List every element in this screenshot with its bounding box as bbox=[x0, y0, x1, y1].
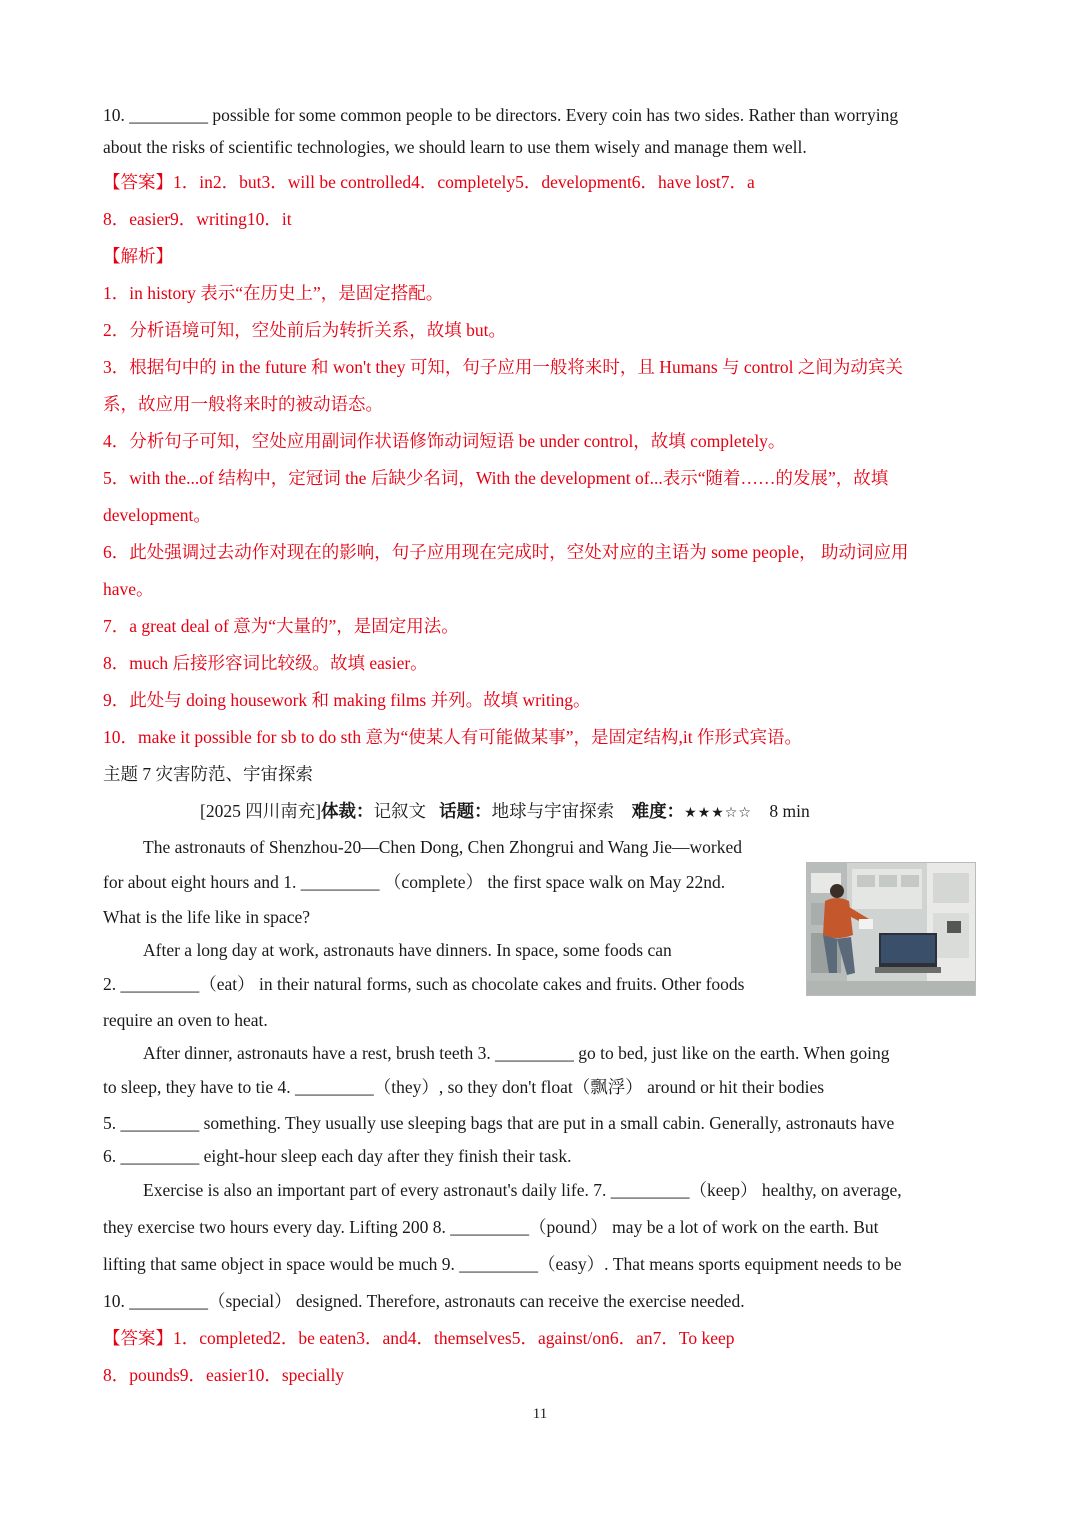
analysis-item-8: 8．much 后接形容词比较级。故填 easier。 bbox=[103, 653, 428, 673]
analysis-item-4: 4．分析句子可知，空处应用副词作状语修饰动词短语 be under control，故填 completely。 bbox=[103, 431, 786, 451]
analysis-item-9: 9．此处与 doing housework 和 making films 并列。故填 writing。 bbox=[103, 690, 591, 710]
page-number: 11 bbox=[532, 1406, 548, 1422]
analysis-item-6-cont: have。 bbox=[103, 579, 154, 599]
passage-line-9: 5. _________ something. They usually use sleeping bags that are put in a small cabin. Generally, astronauts have bbox=[103, 1113, 895, 1133]
question-10-line: 10. _________ possible for some common people to be directors. Every coin has two sides. Rather than worrying bbox=[103, 105, 899, 125]
passage-line-8: to sleep, they have to tie 4. _________（they）, so they don't float（飘浮） around or hit their bodies bbox=[103, 1077, 825, 1097]
analysis-item-3: 3．根据句中的 in the future 和 won't they 可知，句子应用一般将来时，且 Humans 与 control 之间为动宾关 bbox=[103, 357, 903, 377]
passage-line-6: require an oven to heat. bbox=[103, 1010, 268, 1030]
passage-line-10: 6. _________ eight-hour sleep each day after they finish their task. bbox=[103, 1146, 572, 1166]
space-station-photo bbox=[806, 862, 976, 996]
passage-line-4: After a long day at work, astronauts have dinners. In space, some foods can bbox=[143, 940, 672, 960]
analysis-item-1: 1．in history 表示“在历史上”，是固定搭配。 bbox=[103, 283, 444, 303]
difficulty-stars-icon: ★★★☆☆ bbox=[684, 805, 752, 821]
meta-source: [2025 四川南充] bbox=[200, 801, 322, 821]
analysis-item-2: 2．分析语境可知，空处前后为转折关系，故填 but。 bbox=[103, 320, 506, 340]
analysis-item-5-cont: development。 bbox=[103, 505, 211, 525]
passage-line-11: Exercise is also an important part of every astronaut's daily life. 7. _________（keep） healthy, on average, bbox=[143, 1180, 902, 1200]
meta-genre: 记叙文 bbox=[373, 801, 427, 821]
analysis-item-7: 7．a great deal of 意为“大量的”，是固定用法。 bbox=[103, 616, 459, 636]
analysis-item-6: 6．此处强调过去动作对现在的影响，句子应用现在完成时，空处对应的主语为 some people， 助动词应用 bbox=[103, 542, 909, 562]
analysis-item-5: 5．with the...of 结构中，定冠词 the 后缺少名词，With the development of...表示“随着……的发展”，故填 bbox=[103, 468, 889, 488]
answer-key-line-1: 【答案】1．in2．but3．will be controlled4．completely5．development6．have lost7．a bbox=[103, 172, 755, 192]
passage-line-2: for about eight hours and 1. _________ （complete） the first space walk on May 22nd. bbox=[103, 872, 726, 892]
passage-line-12: they exercise two hours every day. Lifting 200 8. _________（pound） may be a lot of work on the earth. But bbox=[103, 1217, 879, 1237]
passage-line-5: 2. _________（eat） in their natural forms, such as chocolate cakes and fruits. Other foods bbox=[103, 974, 745, 994]
meta-difficulty-label: 难度： bbox=[631, 801, 685, 821]
passage-line-7: After dinner, astronauts have a rest, brush teeth 3. _________ go to bed, just like on the earth. When going bbox=[143, 1043, 890, 1063]
analysis-item-3-cont: 系，故应用一般将来时的被动语态。 bbox=[103, 394, 383, 414]
passage-line-1: The astronauts of Shenzhou-20—Chen Dong, Chen Zhongrui and Wang Jie—worked bbox=[143, 837, 742, 857]
topic-title: 主题 7 灾害防范、宇宙探索 bbox=[103, 764, 313, 784]
passage-line-3: What is the life like in space? bbox=[103, 907, 311, 927]
answer-key-line-2: 8．easier9．writing10．it bbox=[103, 209, 292, 229]
meta-genre-label: 体裁： bbox=[321, 801, 374, 821]
analysis-item-10: 10．make it possible for sb to do sth 意为“使某人有可能做某事”，是固定结构,it 作形式宾语。 bbox=[103, 727, 802, 747]
analysis-heading: 【解析】 bbox=[103, 246, 173, 266]
passage-line-14: 10. _________（special） designed. Therefore, astronauts can receive the exercise needed. bbox=[103, 1291, 745, 1311]
meta-topic-label: 话题： bbox=[439, 801, 492, 821]
meta-time: 8 min bbox=[769, 801, 810, 821]
passage-meta bbox=[200, 799, 810, 825]
meta-topic: 地球与宇宙探索 bbox=[491, 801, 615, 821]
answer2-key-line-1: 【答案】1．completed2．be eaten3．and4．themselves5．against/on6．an7．To keep bbox=[103, 1328, 735, 1348]
passage-line-13: lifting that same object in space would be much 9. _________（easy）. That means sports equipment needs to be bbox=[103, 1254, 902, 1274]
answer2-key-line-2: 8．pounds9．easier10．specially bbox=[103, 1365, 345, 1385]
question-10-continuation: about the risks of scientific technologies, we should learn to use them wisely and manage them well. bbox=[103, 137, 807, 157]
